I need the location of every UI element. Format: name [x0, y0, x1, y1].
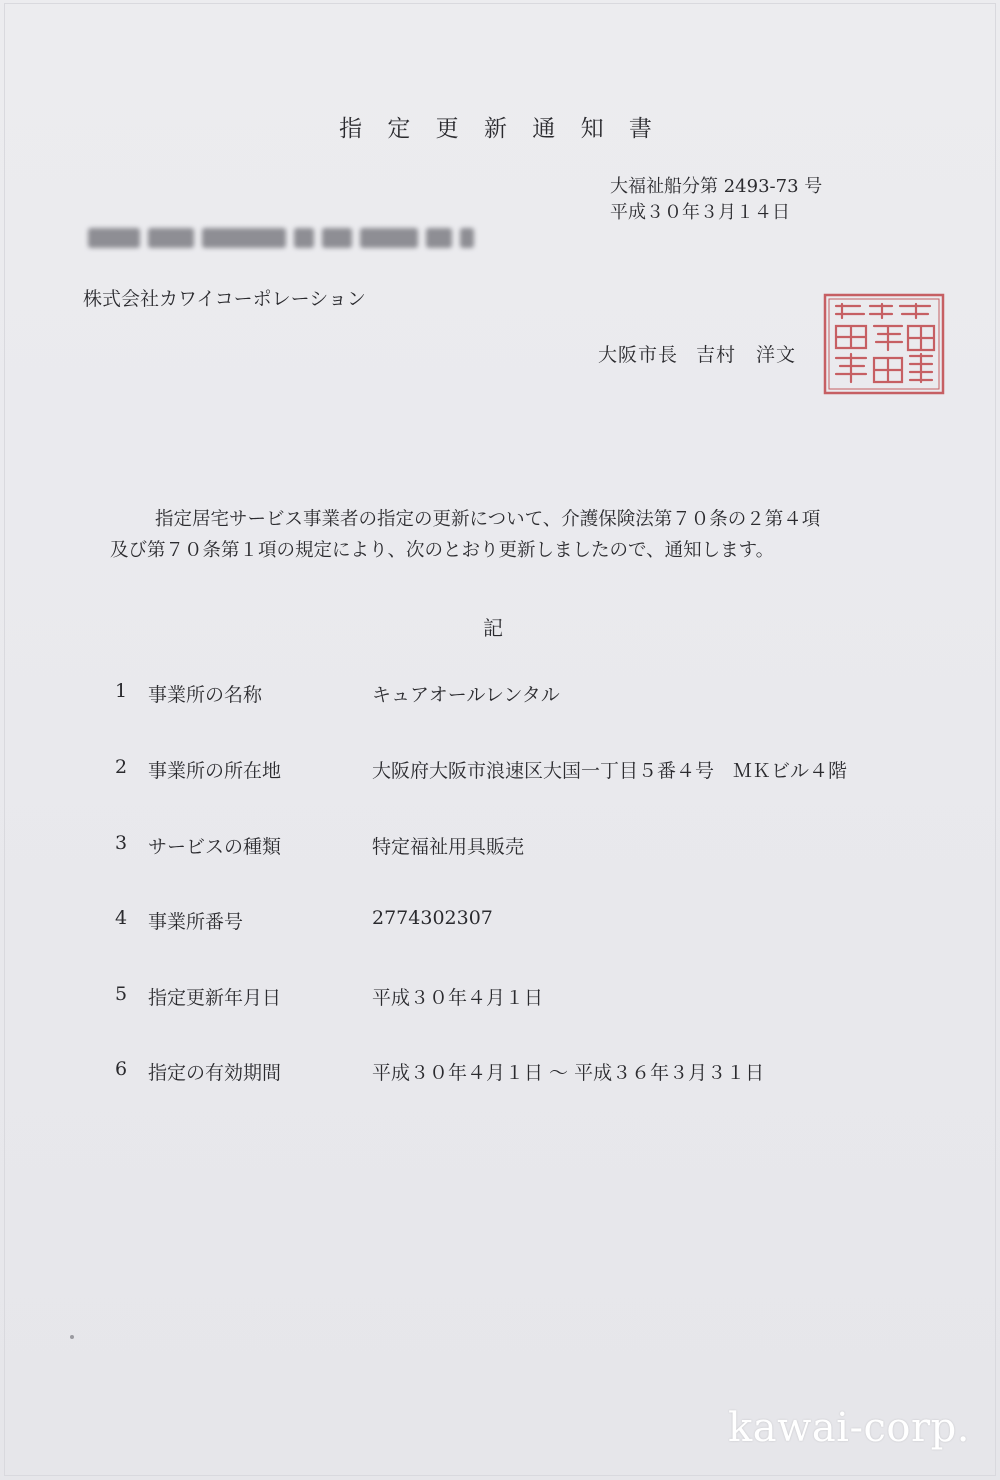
official-seal-stamp: [822, 292, 946, 396]
item-value: キュアオールレンタル: [372, 684, 560, 706]
watermark-text: kawai-corp.: [728, 1405, 970, 1451]
notice-body: [110, 504, 890, 566]
item-number: 3: [114, 832, 128, 854]
redacted-address: [88, 228, 474, 248]
item-number: 5: [114, 983, 128, 1005]
issue-date: 平成３０年３月１４日: [610, 202, 790, 223]
item-number: 4: [114, 907, 128, 929]
item-value: 特定福祉用具販売: [372, 836, 525, 858]
item-label: 指定の有効期間: [148, 1062, 282, 1084]
recipient-name: 株式会社カワイコーポレーション: [83, 288, 366, 310]
reference-number: 大福祉船分第 2493-73 号: [610, 176, 823, 197]
issuer-line: [598, 340, 796, 367]
ki-heading: 記: [483, 616, 503, 640]
page-border: [4, 3, 996, 1476]
issuer-title: 大阪市長: [598, 344, 679, 366]
reference-block: [610, 174, 822, 226]
item-number: 2: [114, 756, 128, 778]
issuer-name: 吉村 洋文: [696, 344, 797, 366]
item-number: 1: [114, 680, 128, 702]
item-label: 事業所番号: [148, 911, 244, 933]
notice-body-line-2: 及び第７０条第１項の規定により、次のとおり更新しましたので、通知します。: [110, 540, 775, 561]
paper-speck: [70, 1335, 74, 1339]
item-label: サービスの種類: [148, 836, 282, 858]
item-value: 平成３０年４月１日: [372, 987, 544, 1009]
document-title: 指 定 更 新 通 知 書: [339, 116, 661, 142]
item-label: 指定更新年月日: [148, 987, 282, 1009]
item-label: 事業所の名称: [148, 684, 263, 706]
notice-body-line-1: 指定居宅サービス事業者の指定の更新について、介護保険法第７０条の２第４項: [155, 509, 821, 530]
item-value: 大阪府大阪市浪速区大国一丁目５番４号 ＭＫビル４階: [372, 760, 848, 782]
item-number: 6: [114, 1058, 128, 1080]
item-label: 事業所の所在地: [148, 760, 282, 782]
item-value: 平成３０年４月１日 ～ 平成３６年３月３１日: [372, 1062, 765, 1084]
item-value: 2774302307: [372, 907, 493, 929]
